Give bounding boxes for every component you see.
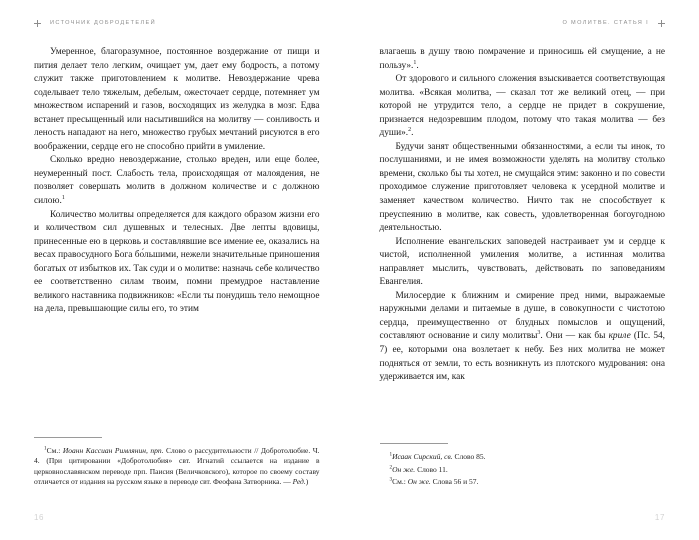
footnote-ref[interactable]: 2 xyxy=(408,127,412,134)
footnote: $^1$См.: Иоанн Кассиан Римлянин, прп. Слово о рассудительности // Добротолюбие. Ч. 4. (При цитировании «Добротолюбия» свт. Игнатий ссылается на издание в церковнославянском переводе прп. Паисия (Величковского), которое по своему составу отличается от издания на русском языке в переводе свт. Феофана Затворника. — Ред.) xyxy=(34,445,320,487)
left-footnotes xyxy=(34,437,320,488)
footnote-citation-author: Он же. xyxy=(407,477,431,487)
paragraph: Умеренное, благоразумное, постоянное воздержание от пищи и пития делает тело легким, очищает ум, дает ему бодрость, а потому служит также приготовлением к молитве. Невоздержание чрева соделывает тело тяжелым, дебелым, ожесточает сердце, потемняет ум множеством испарений и газов, восходящих из желудка в мозг. Едва встанет пресыщенный или насытившийся на молитву — сонливость и леность нападают на него, множество грубых мечтаний рисуются в его воображении, сердце его не способно прийти в умиление. xyxy=(34,47,320,152)
footnote-ref[interactable]: 1 xyxy=(61,194,65,201)
footnote-citation-author: Иоанн Кассиан Римлянин, прп. xyxy=(62,445,164,455)
footnote-marker: 1 xyxy=(44,445,47,452)
footnote: $^3$См.: Он же. Слова 56 и 57. xyxy=(389,476,479,487)
left-body-text xyxy=(34,46,320,317)
page-number-left: 16 xyxy=(34,513,45,522)
footnote-rule xyxy=(34,437,102,438)
footnote-citation-author: Исаак Сирский, св. xyxy=(392,452,453,462)
right-footnotes xyxy=(380,443,666,488)
right-body-text xyxy=(380,46,666,385)
footnote-citation-author: Он же. xyxy=(392,464,416,474)
footnote-marker: 3 xyxy=(389,476,393,483)
paragraph: Исполнение евангельских заповедей настраивает ум и сердце к чистой, исполненной умиления молитве, а истинная молитва направляет мыслить, чувствовать, действовать по заповеданиям Евангелия. xyxy=(379,236,665,288)
scripture-term: криле xyxy=(608,331,631,342)
paragraph: От здорового и сильного сложения взыскивается соответствующая молитва. «Всякая молитва, — сказал тот же великий отец, — при которой не утрудится тело, а сердце не придет в сокрушение, признается недозревшим плодом, потому что такая молитва — без души».$^2$. xyxy=(379,74,665,139)
paragraph: Милосердие к ближним и смирение пред ними, выражаемые наружными делами и питаемые в душе, в совокупности с чистотою сердца, преимущественно от блудных помыслов и ощущений, составляют основание и силу молитвы$^3$. Они — как бы криле (Пс. 54, 7) ее, которыми она возлетает к небу. Без них молитва не может подняться от земли, то есть возникнуть из плотского мудрования: она удерживается им, как xyxy=(379,290,665,383)
paragraph: Сколько вредно невоздержание, столько вреден, или еще более, неумеренный пост. Слабость тела, происходящая от малоядения, не позволяет совершать молитв в должном количестве и с должною силою.$^1$ xyxy=(34,155,320,207)
right-page xyxy=(350,0,699,540)
paragraph: Будучи занят общественными обязанностями, а если ты инок, то послушаниями, и не имея возможности уделять на молитву столько времени, сколько бы ты хотел, не смущайся этим: законно и по совести проходимое служение приготовляет человека к усердной молитве и заменяет качеством количество. Ничто так не способствует к преуспеянию в молитве, как совесть, удовлетворенная богоугодною деятельностью. xyxy=(379,141,665,234)
footnote-ref[interactable]: 1 xyxy=(413,59,417,66)
running-head-title: ИСТОЧНИК ДОБРОДЕТЕЛЕЙ xyxy=(50,20,156,26)
running-head-left xyxy=(34,0,320,46)
footnote-ref[interactable]: 3 xyxy=(537,330,541,337)
paragraph: Количество молитвы определяется для каждого образом жизни его и количеством сил душевных и телесных. Две лепты вдовицы, принесенные ею в церковь и составлявшие все имение ее, оказались на весах правосудного Бога бо́льшими, нежели значительные приношения богатых от избытков их. Так суди и о молитве: назначь себе количество ее соответственно силам твоим, помни премудрое наставление великого наставника подвижников: «Если ты понудишь тело немощное на дела, превышающие силы его, то этим xyxy=(34,209,320,315)
footnote-marker: 2 xyxy=(389,464,393,471)
running-head-title: О МОЛИТВЕ. СТАТЬЯ I xyxy=(562,20,649,26)
footnote-editor-note: Ред. xyxy=(292,477,306,487)
footnote-rule xyxy=(380,443,448,444)
footnote: $^1$Исаак Сирский, св. Слово 85. xyxy=(389,451,486,462)
cross-icon xyxy=(34,20,41,27)
paragraph: влагаешь в душу твою помрачение и приносишь ей смущение, а не пользу».$^1$. xyxy=(379,47,665,71)
cross-icon xyxy=(658,20,665,27)
running-head-right xyxy=(380,0,666,46)
footnote-marker: 1 xyxy=(389,451,393,458)
footnote: $^2$Он же. Слово 11. xyxy=(389,464,448,474)
page-number-right: 17 xyxy=(654,513,665,522)
